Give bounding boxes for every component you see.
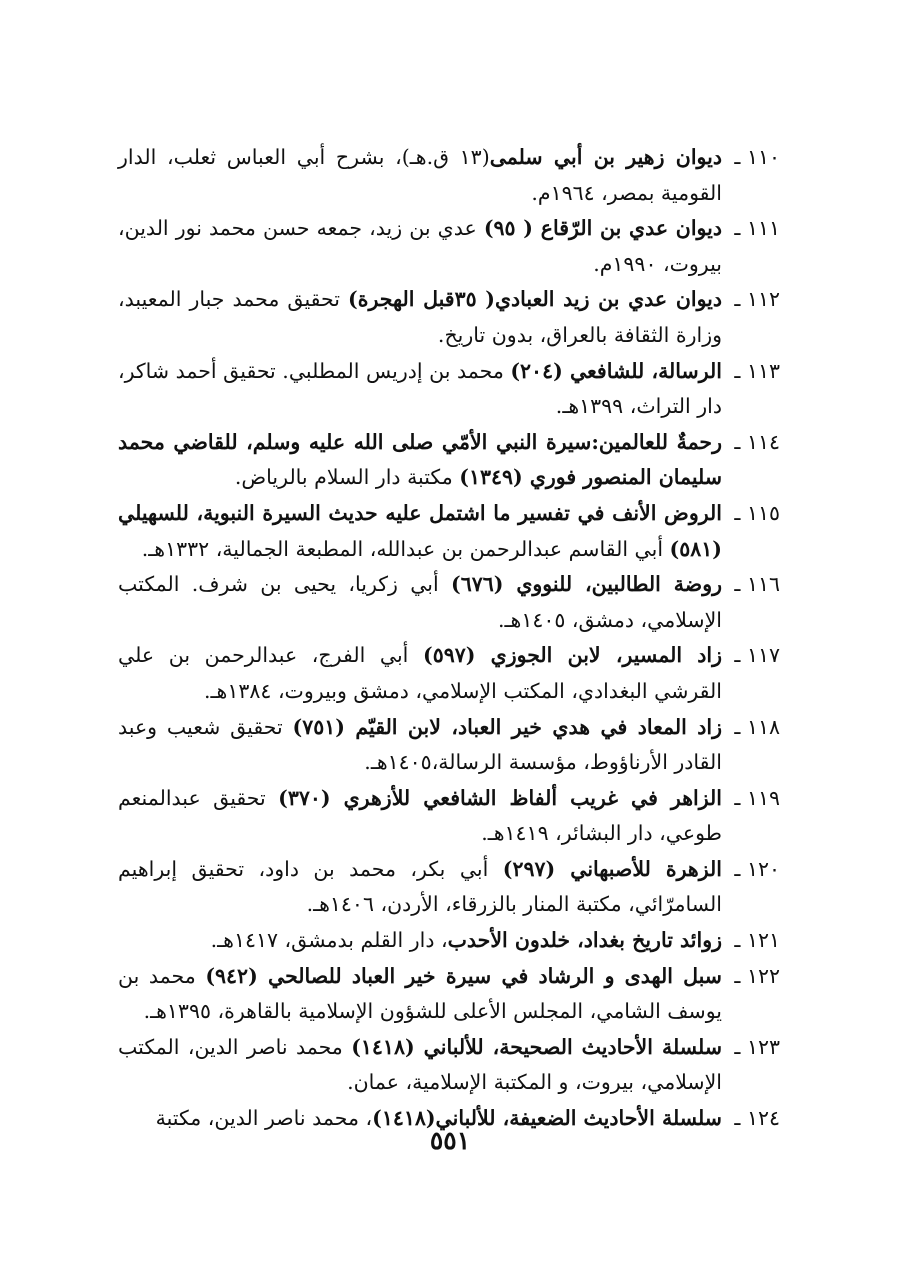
entry-title: رحمةٌ للعالمين:سيرة النبي الأمّي صلى الله عليه وسلم، للقاضي محمد سليمان المنصور فوري (١٣٤٩) bbox=[118, 429, 722, 490]
entry-title: الزاهر في غريب ألفاظ الشافعي للأزهري (٣٧٠) bbox=[278, 785, 722, 810]
entry-number: ١٢٣ ـ bbox=[734, 1034, 780, 1059]
entry-title: ديوان عدي بن زيد العبادي( ٣٥قبل الهجرة) bbox=[348, 287, 723, 312]
entry-number: ١١٨ ـ bbox=[734, 714, 780, 739]
bibliography-entry bbox=[118, 354, 780, 425]
bibliography-list bbox=[118, 140, 780, 1137]
entry-title: سلسلة الأحاديث الضعيفة، للألباني(١٤١٨) bbox=[372, 1106, 722, 1131]
entry-details: تحقيق محمد جبار المعيبد، وزارة الثقافة بالعراق، بدون تاريخ. bbox=[118, 287, 722, 347]
bibliography-entry bbox=[118, 638, 780, 709]
entry-details: ، محمد ناصر الدين، مكتبة bbox=[155, 1106, 373, 1131]
bibliography-entry bbox=[118, 959, 780, 1030]
entry-details: محمد ناصر الدين، المكتب الإسلامي، بيروت، و المكتبة الإسلامية، عمان. bbox=[118, 1034, 722, 1095]
entry-number: ١٢٢ ـ bbox=[734, 963, 780, 988]
entry-details: تحقيق شعيب وعبد القادر الأرناؤوط، مؤسسة الرسالة،١٤٠٥هـ. bbox=[118, 714, 722, 775]
entry-title: ديوان عدي بن الرّقاع ( ٩٥) bbox=[483, 216, 722, 241]
entry-number: ١١٩ ـ bbox=[734, 785, 780, 810]
entry-number: ١١٤ ـ bbox=[734, 429, 780, 454]
bibliography-entry bbox=[118, 211, 780, 282]
page-number: ٥٥١ bbox=[429, 1126, 471, 1155]
entry-details: (١٣ ق.هـ)، بشرح أبي العباس ثعلب، الدار القومية بمصر، ١٩٦٤م. bbox=[118, 145, 722, 205]
bibliography-entry bbox=[118, 781, 780, 852]
entry-number: ١١٣ ـ bbox=[734, 358, 780, 383]
entry-title: زاد المعاد في هدي خير العباد، لابن القيّم (٧٥١) bbox=[292, 714, 722, 739]
entry-number: ١١٠ ـ bbox=[734, 145, 780, 169]
entry-details: أبي الفرج، عبدالرحمن بن علي القرشي البغدادي، المكتب الإسلامي، دمشق وبيروت، ١٣٨٤هـ. bbox=[118, 643, 722, 703]
entry-title: زاد المسير، لابن الجوزي (٥٩٧) bbox=[422, 643, 722, 668]
bibliography-entry bbox=[118, 496, 780, 567]
entry-number: ١١١ ـ bbox=[734, 216, 780, 241]
bibliography-entry bbox=[118, 140, 780, 211]
entry-title: سبل الهدى و الرشاد في سيرة خير العباد للصالحي (٩٤٢) bbox=[205, 963, 722, 988]
entry-number: ١٢٤ ـ bbox=[734, 1106, 780, 1131]
entry-details: مكتبة دار السلام بالرياض. bbox=[234, 465, 460, 490]
entry-number: ١١٦ ـ bbox=[734, 572, 780, 597]
entry-title: روضة الطالبين، للنووي (٦٧٦) bbox=[451, 572, 722, 597]
entry-details: ، دار القلم بدمشق، ١٤١٧هـ. bbox=[210, 928, 448, 953]
entry-title: الرسالة، للشافعي (٢٠٤) bbox=[510, 358, 722, 383]
bibliography-entry bbox=[118, 425, 780, 496]
entry-title: الروض الأنف في تفسير ما اشتمل عليه حديث السيرة النبوية، للسهيلي (٥٨١) bbox=[118, 500, 722, 561]
entry-details: أبي بكر، محمد بن داود، تحقيق إبراهيم السامرّائي، مكتبة المنار بالزرقاء، الأردن، ١٤٠٦هـ. bbox=[118, 856, 722, 917]
entry-number: ١١٧ ـ bbox=[734, 643, 780, 668]
entry-title: ديوان زهير بن أبي سلمى bbox=[489, 145, 722, 169]
entry-details: محمد بن يوسف الشامي، المجلس الأعلى للشؤون الإسلامية بالقاهرة، ١٣٩٥هـ. bbox=[118, 963, 722, 1024]
entry-details: محمد بن إدريس المطلبي. تحقيق أحمد شاكر، دار التراث، ١٣٩٩هـ. bbox=[118, 358, 722, 419]
bibliography-entry bbox=[118, 1030, 780, 1101]
bibliography-entry bbox=[118, 852, 780, 923]
entry-details: أبي زكريا، يحيى بن شرف. المكتب الإسلامي، دمشق، ١٤٠٥هـ. bbox=[118, 572, 722, 632]
entry-title: الزهرة للأصبهاني (٢٩٧) bbox=[502, 856, 722, 881]
bibliography-entry bbox=[118, 282, 780, 353]
entry-details: عدي بن زيد، جمعه حسن محمد نور الدين، بيروت، ١٩٩٠م. bbox=[118, 216, 722, 276]
bibliography-entry bbox=[118, 923, 780, 959]
entry-title: سلسلة الأحاديث الصحيحة، للألباني (١٤١٨) bbox=[351, 1034, 722, 1059]
entry-number: ١١٢ ـ bbox=[734, 287, 780, 312]
bibliography-entry bbox=[118, 710, 780, 781]
entry-details: تحقيق عبدالمنعم طوعي، دار البشائر، ١٤١٩هـ. bbox=[118, 785, 722, 846]
entry-title: زوائد تاريخ بغداد، خلدون الأحدب bbox=[447, 928, 722, 953]
entry-number: ١٢٠ ـ bbox=[734, 856, 780, 881]
entry-details: أبي القاسم عبدالرحمن بن عبدالله، المطبعة الجمالية، ١٣٣٢هـ. bbox=[141, 536, 670, 561]
entry-number: ١٢١ ـ bbox=[734, 928, 780, 953]
bibliography-entry bbox=[118, 567, 780, 638]
entry-number: ١١٥ ـ bbox=[734, 500, 780, 525]
